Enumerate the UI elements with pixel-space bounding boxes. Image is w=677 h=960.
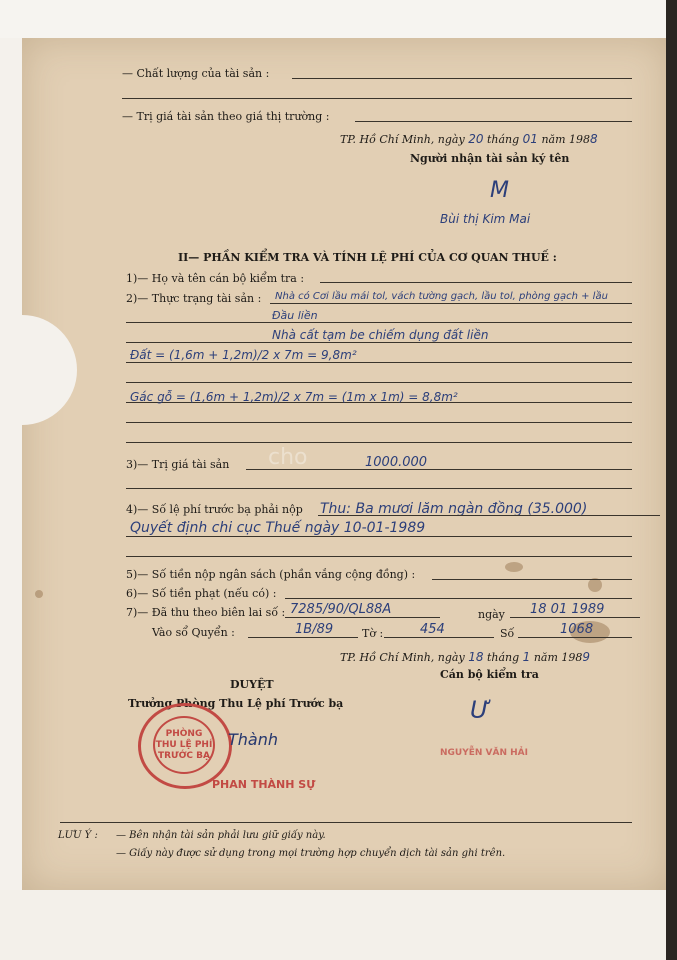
fill-line (126, 322, 632, 323)
note-2: — Giấy này được sử dụng trong mọi trường hợp chuyển dịch tài sản ghi trên. (116, 848, 506, 859)
item4-decision: Quyết định chi cục Thuế ngày 10-01-1989 (130, 520, 426, 536)
item4-label: 4)— Số lệ phí trước bạ phải nộp (126, 503, 303, 516)
fill-line (126, 556, 632, 557)
receiver-sign-label: Người nhận tài sản ký tên (410, 152, 570, 165)
official-stamp: PHÒNG THU LỆ PHÍ TRƯỚC BẠ (138, 703, 232, 789)
item2-handwriting: Đầu liền (272, 309, 318, 322)
item2-label: 2)— Thực trạng tài sản : (126, 292, 262, 305)
fill-line (285, 598, 632, 599)
number-label: Số (500, 627, 515, 640)
inspector-label: Cán bộ kiểm tra (440, 668, 539, 681)
date-label: ngày (478, 608, 505, 621)
fill-line (292, 78, 632, 79)
item2-handwriting: Đất = (1,6m + 1,2m)/2 x 7m = 9,8m² (130, 348, 357, 362)
fill-line (285, 617, 440, 618)
receipt-number: 7285/90/QL88A (290, 602, 392, 617)
scan-top-margin (0, 0, 677, 38)
head-name: PHAN THÀNH SỰ (212, 778, 316, 791)
item4-value: Thu: Ba mươi lăm ngàn đồng (35.000) (320, 501, 588, 517)
notes-label: LƯU Ý : (58, 830, 98, 841)
book-label: Vào sổ Quyển : (152, 626, 235, 639)
approval-label: DUYỆT (230, 678, 274, 691)
fill-line (248, 637, 358, 638)
fill-line (320, 282, 632, 283)
item6-label: 6)— Số tiền phạt (nếu có) : (126, 587, 277, 600)
fill-line (432, 579, 632, 580)
fill-line (126, 488, 632, 489)
section2-title: II— PHẦN KIỂM TRA VÀ TÍNH LỆ PHÍ CỦA CƠ QUAN THUẾ : (178, 251, 557, 264)
fill-line (126, 422, 632, 423)
item2-handwriting: Gác gỗ = (1,6m + 1,2m)/2 x 7m = (1m x 1m) = 8,8m² (130, 390, 458, 404)
fill-line (510, 617, 640, 618)
inspector-name-stamp: NGUYỄN VĂN HẢI (440, 748, 529, 758)
department-head-title: Trưởng Phòng Thu Lệ phí Trước bạ (128, 697, 344, 710)
divider (60, 822, 632, 823)
note-1: — Bên nhận tài sản phải lưu giữ giấy này. (116, 830, 326, 841)
sheet-label: Tờ : (362, 627, 384, 640)
inspector-signature: Ư (470, 696, 491, 724)
fill-line (126, 442, 632, 443)
item7-label: 7)— Đã thu theo biên lai số : (126, 606, 286, 619)
number-value: 1068 (560, 622, 594, 637)
item3-value: 1000.000 (365, 455, 428, 470)
scan-bottom-margin (0, 890, 666, 960)
receiver-signature: M (490, 178, 509, 203)
quality-label: — Chất lượng của tài sản : (122, 67, 270, 80)
place-date-2: TP. Hồ Chí Minh, ngày 18 tháng 1 năm 1989 (340, 650, 591, 664)
item2-handwriting: Nhà có Cơi lầu mái tol, vách tường gạch, lầu tol, phòng gạch + lầu (275, 291, 608, 302)
item5-label: 5)— Số tiền nộp ngân sách (phần vắng cộng đồng) : (126, 568, 416, 581)
sheet-value: 454 (420, 622, 445, 637)
head-signature: Thành (228, 730, 278, 749)
stain (588, 578, 602, 592)
receipt-date: 18 01 1989 (530, 602, 605, 617)
item1-label: 1)— Họ và tên cán bộ kiểm tra : (126, 272, 305, 285)
stain (505, 562, 523, 572)
fill-line (126, 382, 632, 383)
book-value: 1B/89 (295, 622, 334, 637)
item2-handwriting: Nhà cất tạm be chiếm dụng đất liền (272, 328, 489, 342)
document-page (22, 38, 668, 890)
scan-edge (666, 0, 677, 960)
fill-line (126, 536, 632, 537)
fill-line (355, 121, 632, 122)
receiver-name: Bùi thị Kim Mai (440, 212, 531, 226)
watermark: cho (268, 445, 308, 470)
fill-line (318, 515, 660, 516)
place-date-1: TP. Hồ Chí Minh, ngày 20 tháng 01 năm 1988 (340, 132, 598, 146)
fill-line (122, 98, 632, 99)
fill-line (384, 637, 494, 638)
fill-line (518, 637, 632, 638)
stain (35, 590, 43, 598)
market-value-label: — Trị giá tài sản theo giá thị trường : (122, 110, 330, 123)
item3-label: 3)— Trị giá tài sản (126, 458, 230, 471)
